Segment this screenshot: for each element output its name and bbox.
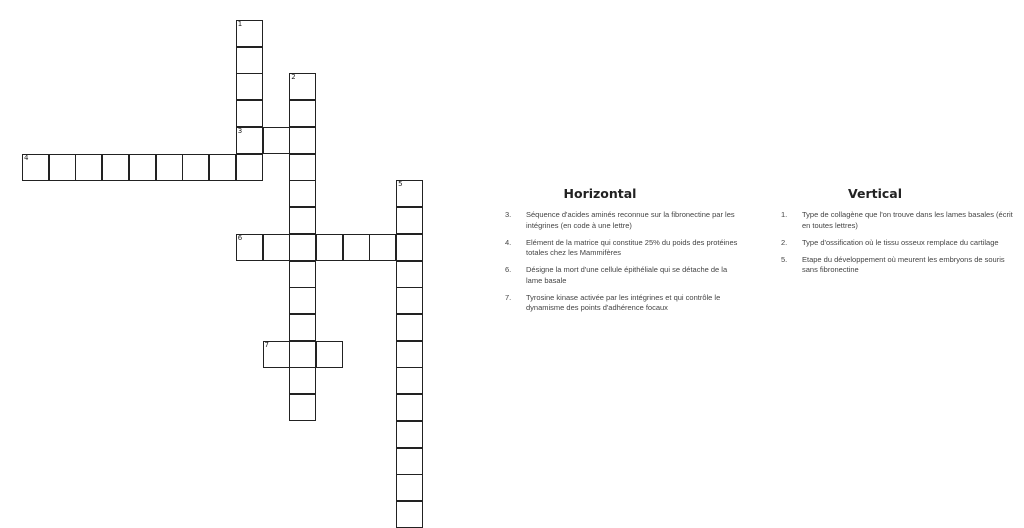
horizontal-clue — [505, 210, 745, 231]
clue-number: 4. — [505, 237, 512, 247]
horizontal-title: Horizontal — [563, 186, 637, 201]
crossword-cell[interactable] — [236, 47, 263, 74]
cell-number: 5 — [398, 180, 403, 189]
crossword-cell[interactable] — [49, 154, 76, 181]
vertical-clue — [781, 210, 1013, 231]
clue-text: Désigne la mort d'une cellule épithéliale qui se détache de la lame basale — [526, 265, 728, 285]
crossword-cell-5-start[interactable] — [396, 180, 423, 207]
crossword-cell[interactable] — [396, 474, 423, 501]
clue-number: 2. — [781, 237, 788, 247]
crossword-cell[interactable] — [396, 261, 423, 288]
clue-text: Type d'ossification où le tissu osseux remplace du cartilage — [802, 237, 999, 247]
cell-number: 7 — [264, 340, 269, 349]
crossword-cell[interactable] — [289, 100, 316, 127]
vertical-clue-list — [781, 210, 1013, 282]
crossword-cell[interactable] — [289, 234, 316, 261]
crossword-cell[interactable] — [263, 234, 290, 261]
horizontal-clue — [505, 265, 745, 286]
crossword-cell-1-start[interactable] — [236, 20, 263, 47]
crossword-cell[interactable] — [209, 154, 236, 181]
clue-number: 5. — [781, 254, 788, 264]
crossword-cell[interactable] — [396, 287, 423, 314]
crossword-cell[interactable] — [316, 341, 343, 368]
crossword-cell[interactable] — [236, 73, 263, 100]
crossword-cell[interactable] — [396, 448, 423, 475]
crossword-cell[interactable] — [102, 154, 129, 181]
crossword-cell[interactable] — [289, 394, 316, 421]
crossword-cell[interactable] — [289, 154, 316, 181]
cell-number: 6 — [237, 233, 243, 242]
crossword-cell-2-start[interactable] — [289, 73, 316, 100]
crossword-cell[interactable] — [396, 421, 423, 448]
cell-number: 1 — [237, 20, 243, 28]
clue-text: Séquence d'acides aminés reconnue sur la fibronectine par les intégrines (en code à une lettre) — [526, 210, 735, 230]
clue-number: 3. — [505, 210, 512, 219]
crossword-cell[interactable] — [343, 234, 370, 261]
crossword-cell[interactable] — [182, 154, 209, 181]
crossword-cell[interactable] — [289, 127, 316, 154]
horizontal-clue — [505, 293, 745, 314]
clue-number: 1. — [781, 210, 788, 219]
crossword-cell[interactable] — [396, 314, 423, 341]
vertical-title: Vertical — [847, 186, 903, 201]
crossword-cell[interactable] — [263, 127, 290, 154]
crossword-cell[interactable] — [396, 234, 423, 261]
cell-number: 3 — [237, 126, 243, 135]
crossword-cell[interactable] — [289, 314, 316, 341]
clue-text: Etape du développement où meurent les embryons de souris sans fibronectine — [802, 254, 1005, 274]
horizontal-clue-list — [505, 210, 745, 320]
clue-text: Tyrosine kinase activée par les intégrines et qui contrôle le dynamisme des points d'adhérence focaux — [526, 292, 721, 312]
cell-number: 4 — [24, 153, 29, 162]
crossword-cell-6-start[interactable] — [236, 234, 263, 261]
clue-number: 7. — [505, 292, 512, 302]
crossword-cell[interactable] — [289, 287, 316, 314]
clue-number: 6. — [505, 265, 512, 274]
crossword-cell[interactable] — [396, 501, 423, 528]
clue-text: Elément de la matrice qui constitue 25% du poids des protéines totales chez les Mammifères — [526, 237, 738, 257]
cell-number: 2 — [291, 73, 296, 82]
crossword-cell[interactable] — [289, 341, 316, 368]
crossword-cell[interactable] — [396, 207, 423, 234]
crossword-cell[interactable] — [236, 100, 263, 127]
crossword-cell[interactable] — [396, 394, 423, 421]
crossword-cell[interactable] — [396, 367, 423, 394]
crossword-cell[interactable] — [316, 234, 343, 261]
crossword-cell[interactable] — [369, 234, 396, 261]
crossword-cell[interactable] — [236, 154, 263, 181]
vertical-clue — [781, 255, 1013, 276]
crossword-cell[interactable] — [289, 180, 316, 207]
crossword-cell[interactable] — [75, 154, 102, 181]
crossword-cell-3-start[interactable] — [236, 127, 263, 154]
crossword-cell-4-start[interactable] — [22, 154, 49, 181]
crossword-cell[interactable] — [129, 154, 156, 181]
crossword-cell[interactable] — [156, 154, 183, 181]
vertical-clue — [781, 238, 1013, 249]
crossword-cell[interactable] — [396, 341, 423, 368]
crossword-cell[interactable] — [289, 207, 316, 234]
horizontal-clue — [505, 238, 745, 259]
crossword-cell[interactable] — [289, 367, 316, 394]
crossword-cell-7-start[interactable] — [263, 341, 290, 368]
crossword-cell[interactable] — [289, 261, 316, 288]
clue-text: Type de collagène que l'on trouve dans les lames basales (écrit en toutes lettres) — [802, 210, 1013, 230]
